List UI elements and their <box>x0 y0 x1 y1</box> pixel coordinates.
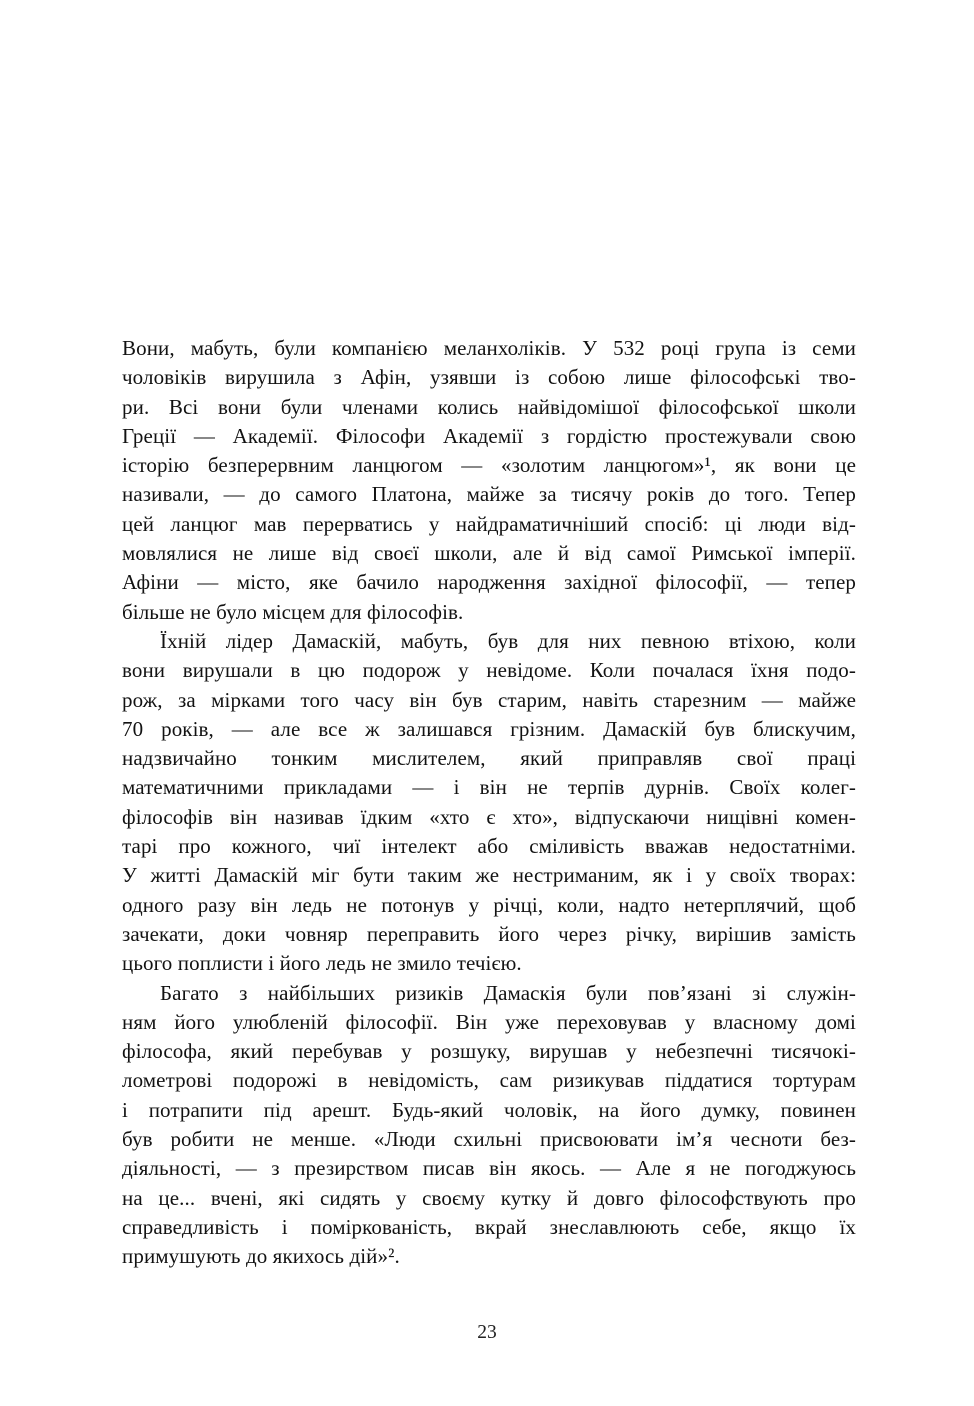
text-line: ри. Всі вони були членами колись найвідомішої філософської школи <box>122 394 856 419</box>
text-line: лометрові подорожі в невідомість, сам ризикував піддатися тортурам <box>122 1068 856 1093</box>
text-line: більше не було місцем для філософів. <box>122 599 464 624</box>
text-line: примушують до якихось дій»². <box>122 1244 400 1269</box>
text-line: називали, — до самого Платона, майже за тисячу років до того. Тепер <box>122 482 856 507</box>
text-line: Багато з найбільших ризиків Дамаскія були пов’язані зі служін- <box>160 980 856 1005</box>
text-line: одного разу він ледь не потонув у річці, коли, надто нетерплячий, щоб <box>122 892 856 917</box>
text-line: зачекати, доки човняр переправить його через річку, вирішив замість <box>122 921 856 946</box>
text-line: тарі про кожного, чиї інтелект або сміливість вважав недостатніми. <box>122 834 856 859</box>
text-line: на це... вчені, які сидять у своєму кутку й довго філософствують про <box>122 1185 856 1210</box>
text-line: філософів він називав їдким «хто є хто», відпускаючи нищівні комен- <box>122 804 856 829</box>
text-line: рож, за мірками того часу він був старим, навіть старезним — майже <box>122 687 856 712</box>
text-line: цей ланцюг мав перерватись у найдраматичніший спосіб: ці люди від- <box>122 511 856 536</box>
body-text <box>122 334 856 1272</box>
text-line: філософа, який перебував у розшуку, вирушав у небезпечні тисячокі- <box>122 1039 856 1064</box>
page-number: 23 <box>477 1322 497 1343</box>
text-line: математичними прикладами — і він не терпів дурнів. Своїх колег- <box>122 775 856 800</box>
text-line: мовлялися не лише від своєї школи, але й від самої Римської імперії. <box>122 541 856 566</box>
text-line: У житті Дамаскій міг бути таким же нестриманим, як і у своїх творах: <box>122 863 856 888</box>
text-line: надзвичайно тонким мислителем, який приправляв свої праці <box>122 746 856 771</box>
text-line: чоловіків вирушила з Афін, узявши із собою лише філософські тво- <box>122 365 856 390</box>
text-line: Греції — Академії. Філософи Академії з гордістю простежували свою <box>122 423 856 448</box>
text-line: вони вирушали в цю подорож у невідоме. Коли почалася їхня подо- <box>122 658 856 683</box>
text-line: Афіни — місто, яке бачило народження західної філософії, — тепер <box>122 570 856 595</box>
text-line: і потрапити під арешт. Будь-який чоловік, на його думку, повинен <box>122 1097 856 1122</box>
text-line: був робити не менше. «Люди схильні присвоювати ім’я чесноти без- <box>122 1127 856 1152</box>
text-line: цього поплисти і його ледь не змило течією. <box>122 951 522 976</box>
text-line: 70 років, — але все ж залишався грізним. Дамаскій був блискучим, <box>122 716 856 741</box>
text-line: Їхній лідер Дамаскій, мабуть, був для них певною втіхою, коли <box>160 628 856 653</box>
text-line: діяльності, — з презирством писав він якось. — Але я не погоджуюсь <box>122 1156 856 1181</box>
text-line: історію безперервним ланцюгом — «золотим ланцюгом»¹, як вони це <box>122 453 856 478</box>
text-line: справедливість і поміркованість, вкрай знеславлюють себе, якщо їх <box>122 1214 856 1239</box>
text-line: ням його улюбленій філософії. Він уже переховував у власному домі <box>122 1009 856 1034</box>
text-line: Вони, мабуть, були компанією меланхоліків. У 532 році група із семи <box>122 336 856 360</box>
